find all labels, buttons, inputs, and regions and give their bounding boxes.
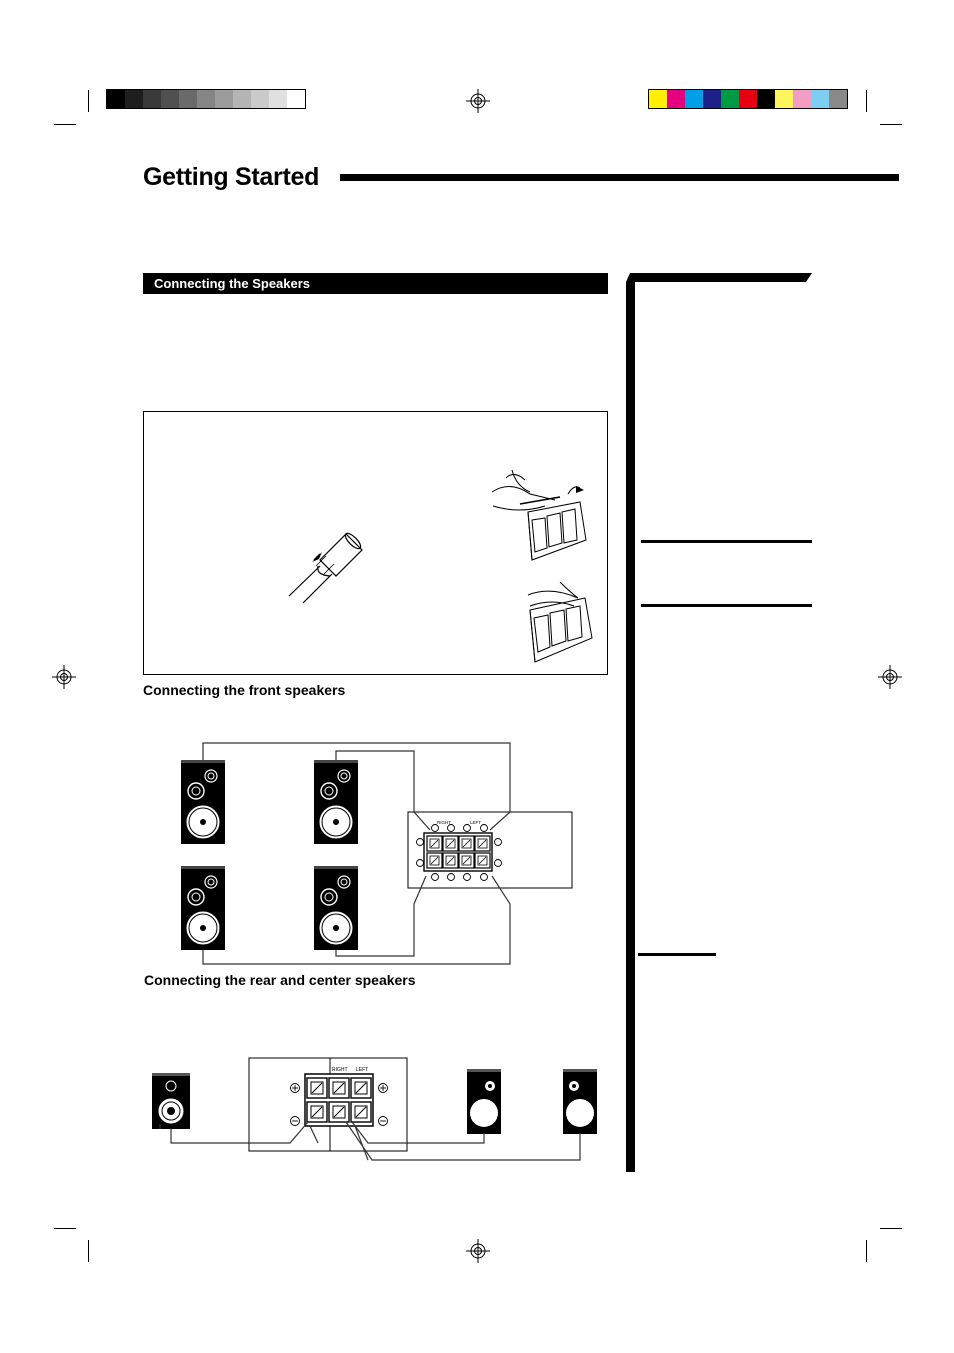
- page-title: Getting Started: [143, 163, 320, 191]
- terminal-release-illustration: [528, 582, 592, 662]
- front-speakers-heading: Connecting the front speakers: [143, 682, 346, 698]
- terminal-press-illustration: [492, 470, 586, 560]
- section-title-bar: Connecting the Speakers: [143, 273, 608, 294]
- terminal-label-left: LEFT: [470, 820, 482, 825]
- front-speakers-diagram: [181, 743, 572, 964]
- rear-speaker-left: [563, 1069, 597, 1134]
- rear-center-speakers-diagram: [152, 1058, 597, 1160]
- center-speaker: [152, 1073, 190, 1129]
- terminal-label-left-rear: LEFT: [356, 1067, 369, 1073]
- terminal-label-right-rear: RIGHT: [332, 1067, 348, 1073]
- rear-speakers-heading: Connecting the rear and center speakers: [144, 972, 416, 988]
- terminal-label-right: RIGHT: [437, 820, 451, 825]
- rear-speaker-right: [467, 1069, 501, 1134]
- speaker-wire-illustration: [289, 531, 363, 603]
